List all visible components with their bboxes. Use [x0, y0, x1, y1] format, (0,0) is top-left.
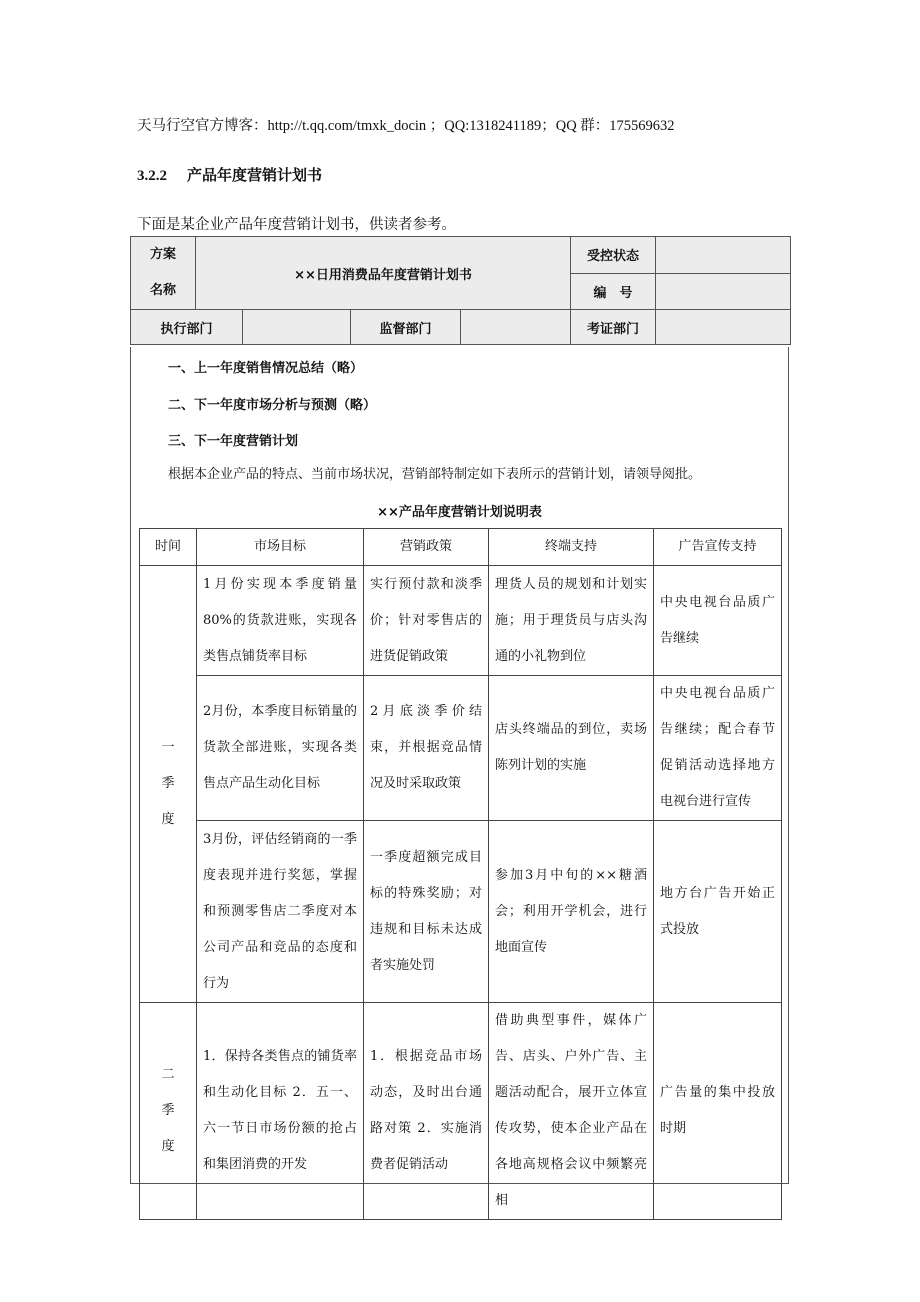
table-row: [140, 676, 782, 821]
section-item: 三、下一年度营销计划: [168, 434, 299, 449]
table-cell: 中央电视台品质广告继续；配合春节促销活动选择地方电视台进行宣传: [654, 676, 782, 821]
section-title: 产品年度营销计划书: [187, 166, 323, 184]
table-cell: 广告量的集中投放时期: [654, 1003, 782, 1220]
table-cell: 借助典型事件，媒体广告、店头、户外广告、主题活动配合，展开立体宣传攻势，使本企业产品在各地高规格会议中频繁亮相: [489, 1003, 654, 1220]
table-cell: 参加3月中旬的××糖酒会；利用开学机会，进行地面宣传: [489, 821, 654, 1003]
verify-dept-label: 考证部门: [571, 310, 656, 345]
table-row: [140, 821, 782, 1003]
table-cell: 中央电视台品质广告继续: [654, 566, 782, 676]
header-contact-line: 天马行空官方博客：http://t.qq.com/tmxk_docin ；QQ:1318241189；QQ 群：175569632: [137, 118, 675, 134]
exec-dept-label: 执行部门: [131, 310, 243, 345]
marketing-plan-table: [139, 528, 782, 1220]
table-cell: 店头终端品的到位，卖场陈列计划的实施: [489, 676, 654, 821]
control-status-value: [656, 237, 791, 274]
table-row: [140, 1003, 782, 1220]
supervise-dept-label: 监督部门: [351, 310, 461, 345]
supervise-dept-value: [461, 310, 571, 345]
section-item: 二、下一年度市场分析与预测（略）: [168, 398, 377, 413]
column-header: 营销政策: [364, 529, 489, 566]
table-cell: 地方台广告开始正式投放: [654, 821, 782, 1003]
number-value: [656, 273, 791, 310]
table-caption: ××产品年度营销计划说明表: [377, 505, 542, 520]
section-number: 3.2.2: [137, 168, 167, 184]
quarter-cell: [140, 566, 197, 1003]
plan-name-label-line1: 方案: [149, 247, 176, 262]
plan-name-label-line2: 名称: [149, 283, 176, 298]
column-header: 广告宣传支持: [654, 529, 782, 566]
table-cell: 2月底淡季价结束，并根据竞品情况及时采取政策: [364, 676, 489, 821]
number-label: 编 号: [571, 273, 656, 310]
intro-text: 下面是某企业产品年度营销计划书，供读者参考。: [137, 217, 456, 233]
plan-name-value: ××日用消费品年度营销计划书: [196, 237, 571, 310]
exec-dept-value: [243, 310, 351, 345]
table-cell: 2月份，本季度目标销量的货款全部进账，实现各类售点产品生动化目标: [197, 676, 364, 821]
plan-form-table: [130, 236, 791, 345]
section-heading: [137, 164, 322, 185]
table-cell: 1．根据竞品市场动态，及时出台通路对策 2．实施消费者促销活动: [364, 1003, 489, 1220]
column-header: 终端支持: [489, 529, 654, 566]
plan-content-cell: [130, 347, 789, 1208]
column-header: 时间: [140, 529, 197, 566]
verify-dept-value: [656, 310, 791, 345]
quarter-cell: [140, 1003, 197, 1220]
table-cell: 1月份实现本季度销量80%的货款进账，实现各类售点铺货率目标: [197, 566, 364, 676]
control-status-label: 受控状态: [571, 237, 656, 274]
quarter-label: 二季度: [161, 1067, 175, 1154]
table-cell: 1．保持各类售点的铺货率和生动化目标 2．五一、六一节日市场份额的抢占和集团消费的开发: [197, 1003, 364, 1220]
column-header: 市场目标: [197, 529, 364, 566]
plan-paragraph: 根据本企业产品的特点、当前市场状况，营销部特制定如下表所示的营销计划，请领导阅批。: [168, 467, 702, 482]
table-header-row: [140, 529, 782, 566]
table-cell: 一季度超额完成目标的特殊奖励；对违规和目标未达成者实施处罚: [364, 821, 489, 1003]
quarter-label: 一季度: [161, 740, 175, 827]
section-item: 一、上一年度销售情况总结（略）: [168, 361, 364, 376]
table-cell: 理货人员的规划和计划实施；用于理货员与店头沟通的小礼物到位: [489, 566, 654, 676]
plan-name-label: [131, 237, 196, 310]
table-cell: 实行预付款和淡季价；针对零售店的进货促销政策: [364, 566, 489, 676]
table-row: [140, 566, 782, 676]
table-cell: 3月份，评估经销商的一季度表现并进行奖惩，掌握和预测零售店二季度对本公司产品和竞品的态度和行为: [197, 821, 364, 1003]
